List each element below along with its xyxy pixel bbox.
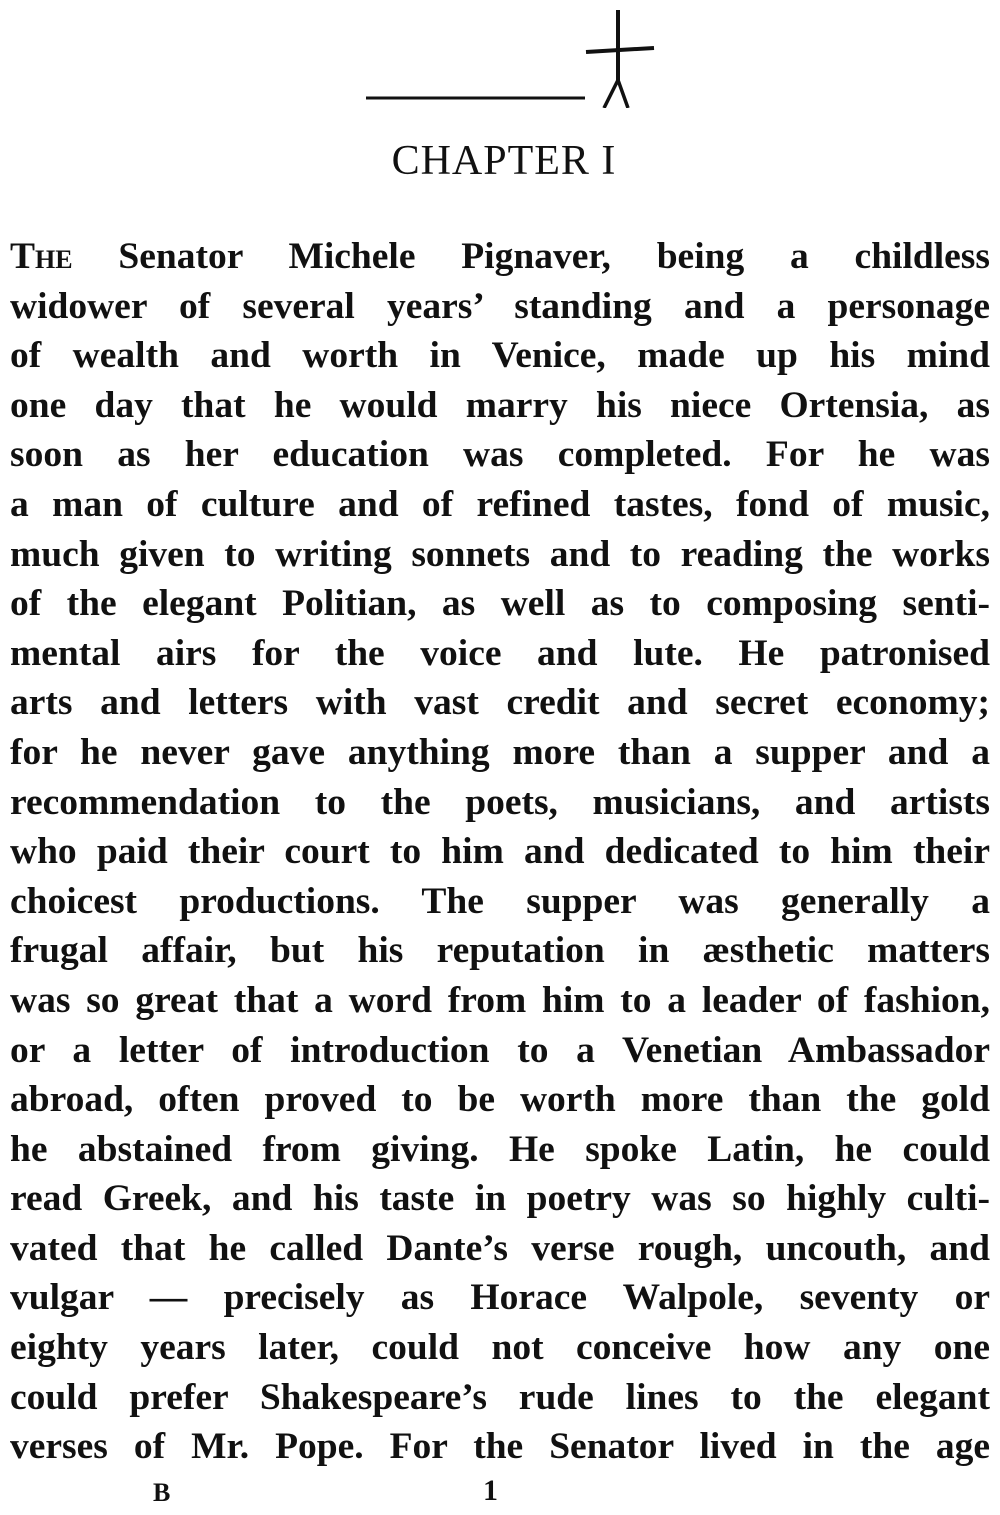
- opening-line-text: Senator Michele Pignaver, being a childless: [72, 236, 990, 277]
- text-line: one day that he would marry his niece Ortensia, as: [10, 384, 990, 426]
- text-line: frugal affair, but his reputation in æsthetic matters: [10, 930, 990, 972]
- text-line: widower of several years’ standing and a personage: [10, 285, 990, 327]
- text-line: who paid their court to him and dedicated to him their: [10, 831, 990, 873]
- text-line: recommendation to the poets, musicians, and artists: [10, 781, 990, 823]
- page-number: 1: [483, 1474, 498, 1507]
- text-line: a man of culture and of refined tastes, fond of music,: [10, 483, 990, 525]
- signature-mark: B: [153, 1478, 171, 1507]
- text-line: soon as her education was completed. For he was: [10, 434, 990, 476]
- text-line: eighty years later, could not conceive how any one: [10, 1327, 990, 1369]
- text-line: arts and letters with vast credit and secret economy;: [10, 682, 990, 724]
- chapter-heading: CHAPTER I: [391, 138, 617, 184]
- chapter-body: [10, 232, 990, 1472]
- text-line: vulgar — precisely as Horace Walpole, seventy or: [10, 1277, 990, 1319]
- opening-word: The: [10, 236, 73, 277]
- text-line: [10, 232, 990, 282]
- text-line: of wealth and worth in Venice, made up his mind: [10, 335, 990, 377]
- chapter-ornament: [360, 8, 660, 108]
- text-line: abroad, often proved to be worth more than the gold: [10, 1079, 990, 1121]
- text-line: read Greek, and his taste in poetry was so highly culti-: [10, 1178, 990, 1220]
- text-line: mental airs for the voice and lute. He patronised: [10, 632, 990, 674]
- text-line: verses of Mr. Pope. For the Senator lived in the age: [10, 1426, 990, 1468]
- text-line: of the elegant Politian, as well as to composing senti-: [10, 583, 990, 625]
- text-line: was so great that a word from him to a leader of fashion,: [10, 979, 990, 1021]
- text-line: much given to writing sonnets and to reading the works: [10, 533, 990, 575]
- text-line: he abstained from giving. He spoke Latin, he could: [10, 1128, 990, 1170]
- text-line: for he never gave anything more than a supper and a: [10, 731, 990, 773]
- text-line: or a letter of introduction to a Venetian Ambassador: [10, 1029, 990, 1071]
- text-line: could prefer Shakespeare’s rude lines to the elegant: [10, 1376, 990, 1418]
- text-line: vated that he called Dante’s verse rough, uncouth, and: [10, 1227, 990, 1269]
- text-line: choicest productions. The supper was generally a: [10, 880, 990, 922]
